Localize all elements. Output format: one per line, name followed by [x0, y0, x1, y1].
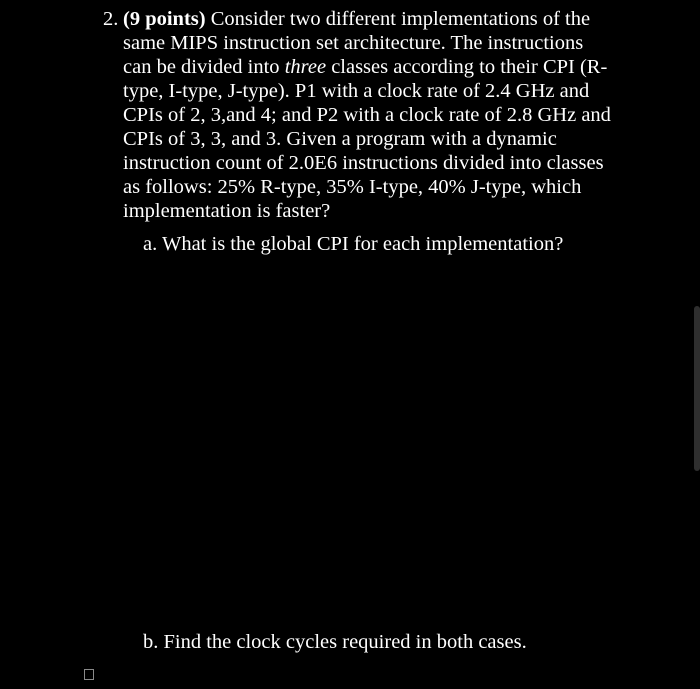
question-line-3-italic: three [284, 56, 327, 78]
question-line-3-post: classes according to their CPI (R- [326, 56, 608, 78]
question-line-5: CPIs of 2, 3,and 4; and P2 with a clock rate of 2.8 GHz and [123, 104, 611, 126]
checkbox[interactable] [84, 669, 94, 680]
question-line-2: same MIPS instruction set architecture. The instructions [123, 32, 584, 54]
question-line-3 [123, 55, 607, 79]
part-b-question: b. Find the clock cycles required in both cases. [143, 631, 527, 653]
question-line-3-pre: can be divided into [123, 56, 285, 78]
question-line-1 [123, 7, 590, 31]
question-line-6: CPIs of 3, 3, and 3. Given a program with a dynamic [123, 128, 557, 150]
question-line-1-text: Consider two different implementations of the [205, 8, 591, 30]
question-line-9: implementation is faster? [123, 200, 331, 222]
question-line-7: instruction count of 2.0E6 instructions divided into classes [123, 152, 604, 174]
question-points: (9 points) [123, 8, 206, 30]
question-number: 2. [103, 8, 119, 30]
part-a-question: a. What is the global CPI for each implementation? [143, 233, 564, 255]
scrollbar[interactable] [694, 306, 700, 471]
question-line-4: type, I-type, J-type). P1 with a clock rate of 2.4 GHz and [123, 80, 590, 102]
question-line-8: as follows: 25% R-type, 35% I-type, 40% J-type, which [123, 176, 582, 198]
